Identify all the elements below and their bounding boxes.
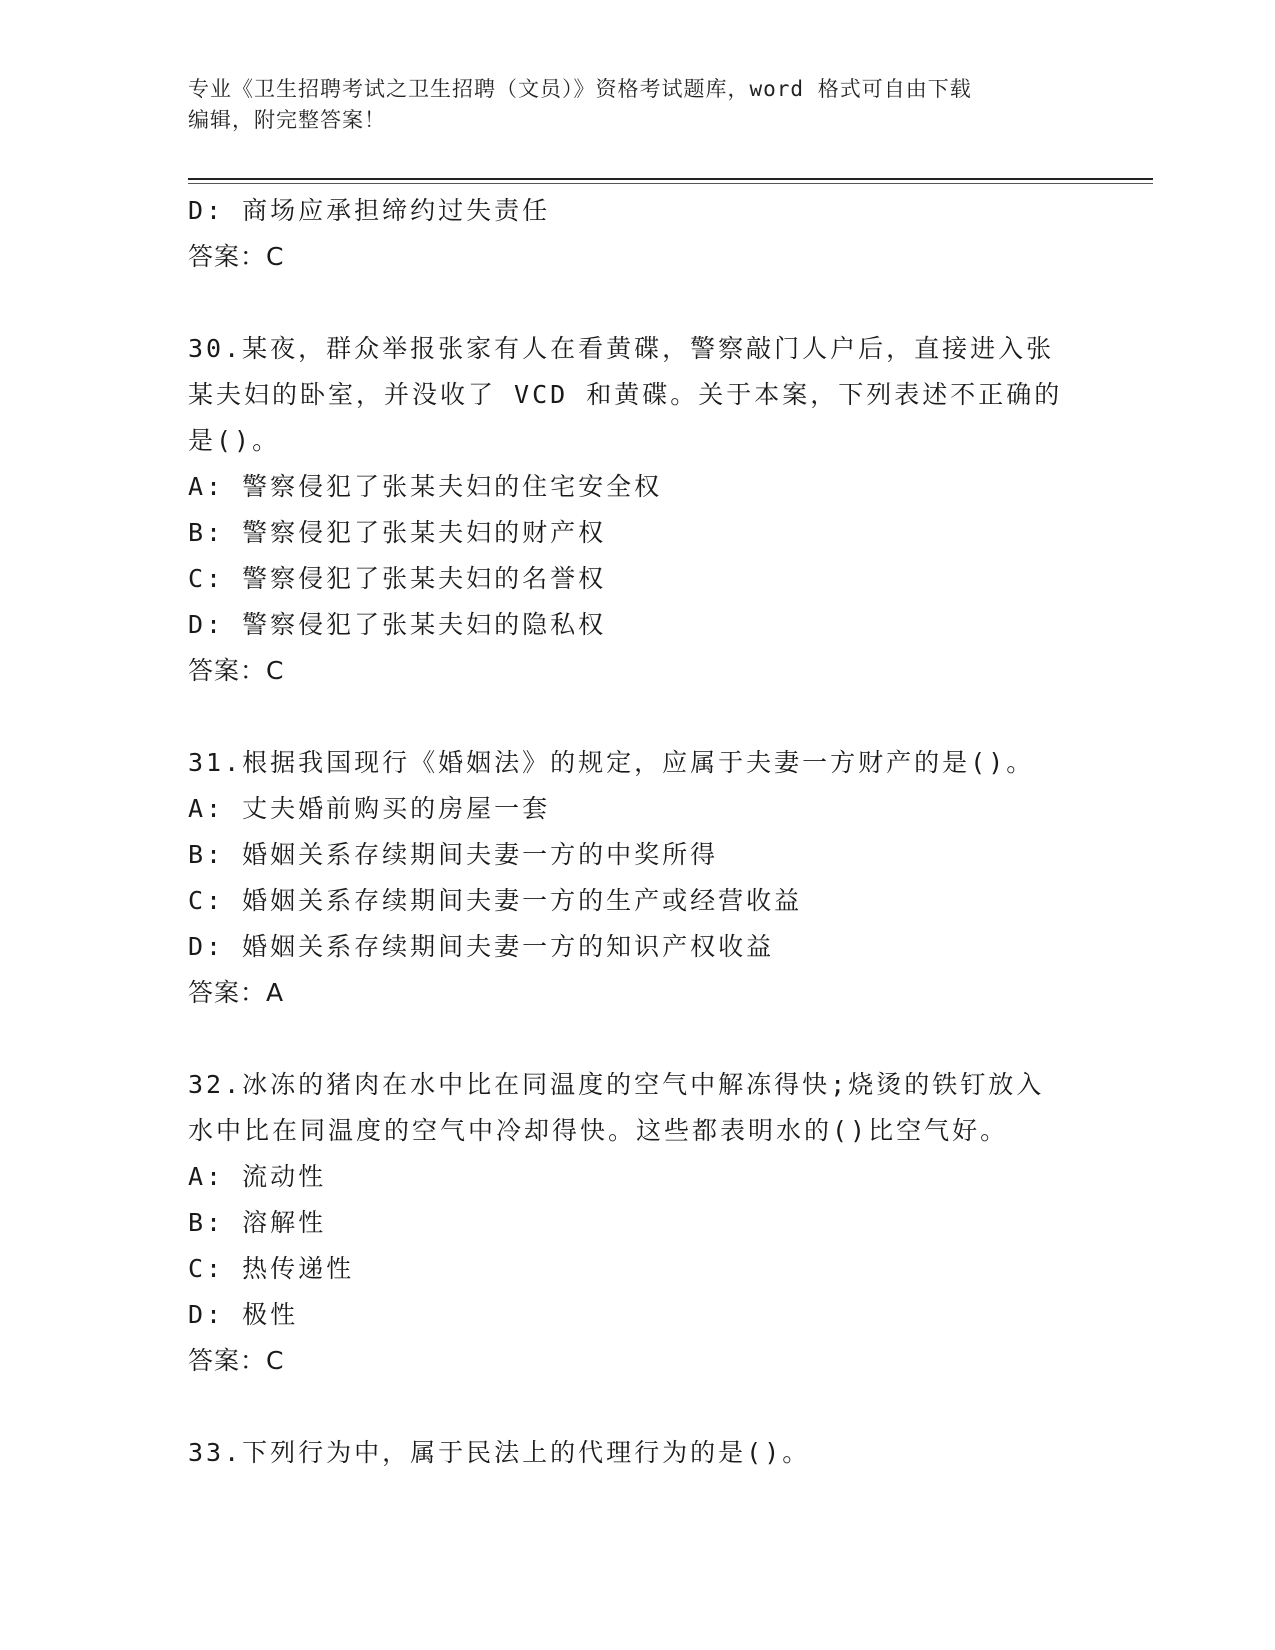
header-divider-thin xyxy=(188,183,1153,184)
option-d: D: 婚姻关系存续期间夫妻一方的知识产权收益 xyxy=(188,932,775,961)
question-30 xyxy=(188,326,1088,694)
spacer xyxy=(188,1384,1088,1430)
answer-line: 答案：C xyxy=(188,656,285,685)
option-b: B: 警察侵犯了张某夫妇的财产权 xyxy=(188,518,607,547)
option-c: C: 警察侵犯了张某夫妇的名誉权 xyxy=(188,564,607,593)
answer-line: 答案：C xyxy=(188,242,285,271)
option-c: C: 婚姻关系存续期间夫妻一方的生产或经营收益 xyxy=(188,886,803,915)
question-32 xyxy=(188,1062,1088,1384)
header-divider-thick xyxy=(188,178,1153,180)
header-line-2: 编辑，附完整答案！ xyxy=(188,108,386,132)
answer-line: 答案：C xyxy=(188,1346,285,1375)
option-d: D: 极性 xyxy=(188,1300,299,1329)
question-stem-line: 水中比在同温度的空气中冷却得快。这些都表明水的()比空气好。 xyxy=(188,1116,1009,1145)
question-stem-line: 32.冰冻的猪肉在水中比在同温度的空气中解冻得快;烧烫的铁钉放入 xyxy=(188,1070,1045,1099)
option-a: A: 丈夫婚前购买的房屋一套 xyxy=(188,794,551,823)
question-stem-line: 某夫妇的卧室，并没收了 VCD 和黄碟。关于本案，下列表述不正确的 xyxy=(188,380,1063,409)
question-stem-line: 33.下列行为中，属于民法上的代理行为的是()。 xyxy=(188,1438,811,1467)
spacer xyxy=(188,280,1088,326)
spacer xyxy=(188,694,1088,740)
option-d: D: 警察侵犯了张某夫妇的隐私权 xyxy=(188,610,607,639)
option-a: A: 警察侵犯了张某夫妇的住宅安全权 xyxy=(188,472,663,501)
option-c: C: 热传递性 xyxy=(188,1254,355,1283)
answer-line: 答案：A xyxy=(188,978,285,1007)
question-33 xyxy=(188,1430,1088,1476)
spacer xyxy=(188,1016,1088,1062)
option-b: B: 溶解性 xyxy=(188,1208,327,1237)
option-d: D: 商场应承担缔约过失责任 xyxy=(188,196,551,225)
question-list xyxy=(188,188,1088,1476)
question-31 xyxy=(188,740,1088,1016)
document-header xyxy=(188,74,1088,136)
question-29-tail xyxy=(188,188,1088,280)
header-line-1: 专业《卫生招聘考试之卫生招聘（文员）》资格考试题库，word 格式可自由下载 xyxy=(188,77,972,101)
question-stem-line: 31.根据我国现行《婚姻法》的规定，应属于夫妻一方财产的是()。 xyxy=(188,748,1035,777)
option-a: A: 流动性 xyxy=(188,1162,327,1191)
question-stem-line: 30.某夜，群众举报张家有人在看黄碟，警察敲门人户后，直接进入张 xyxy=(188,334,1055,363)
question-stem-line: 是()。 xyxy=(188,426,281,455)
option-b: B: 婚姻关系存续期间夫妻一方的中奖所得 xyxy=(188,840,719,869)
